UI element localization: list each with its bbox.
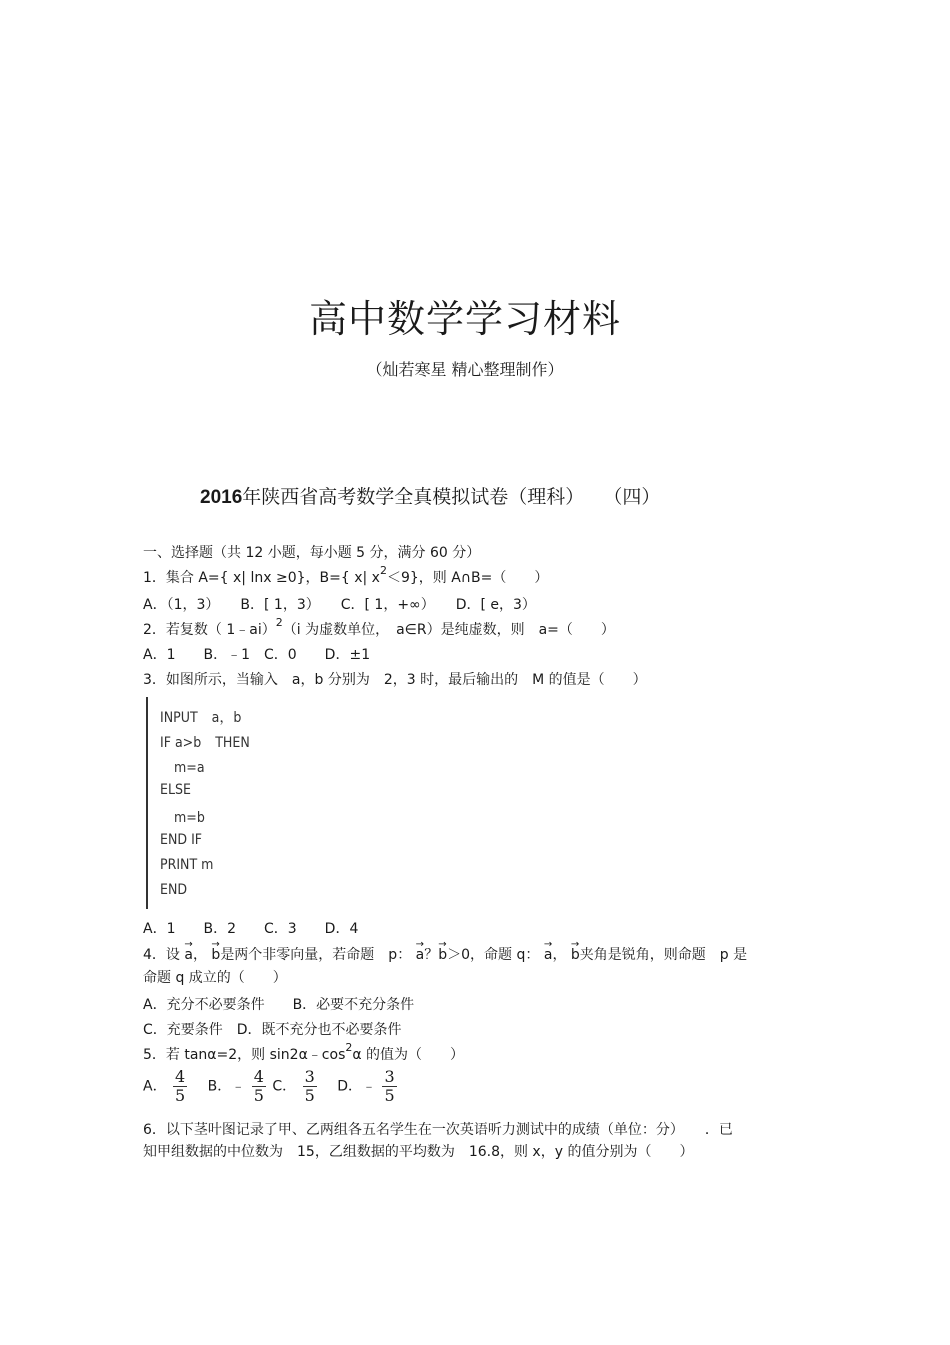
exam-title-text: 年陕西省高考数学全真模拟试卷（理科）: [242, 486, 575, 508]
q2-options: A．1 B．﹣1 C．0 D．±1: [143, 647, 371, 663]
code-line: END IF: [160, 832, 203, 848]
q3-program-code: [146, 697, 273, 909]
exam-year: 2016: [200, 487, 243, 508]
q4-stem-line2: 命题 q 成立的（ ）: [143, 970, 287, 986]
fraction: $\frac{4}{5}$: [253, 1067, 264, 1105]
code-line: ELSE: [160, 782, 191, 798]
fraction: $\frac{4}{5}$: [175, 1067, 186, 1105]
q6-stem-line2: 知甲组数据的中位数为 15，乙组数据的平均数为 16.8，则 x，y 的值分别为（ ）: [143, 1144, 694, 1160]
q4-options-2: C．充要条件 D．既不充分也不必要条件: [143, 1022, 402, 1038]
page-title: 高中数学学习材料: [308, 297, 621, 341]
q3-stem: 3．如图所示，当输入 a，b 分别为 2，3 时，最后输出的 M 的值是（ ）: [143, 672, 647, 688]
section-heading: 一、选择题（共 12 小题，每小题 5 分，满分 60 分）: [143, 545, 481, 561]
vector-a: → a: [184, 946, 193, 964]
code-line: PRINT m: [160, 857, 214, 873]
q3-options: A．1 B．2 C．3 D．4: [143, 921, 359, 937]
code-line: m=a: [160, 760, 205, 776]
exam-title: [200, 482, 660, 509]
exam-number: （四）: [612, 486, 661, 508]
q1-options: A．（1，3） B．[ 1，3） C．[ 1，+∞） D．[ e，3）: [143, 597, 536, 613]
code-line: IF a>b THEN: [160, 735, 250, 751]
vector-b: → b: [211, 946, 220, 964]
code-line: END: [160, 882, 188, 898]
fraction: $\frac{3}{5}$: [304, 1067, 315, 1105]
q6-stem-line1: 6．以下茎叶图记录了甲、乙两组各五名学生在一次英语听力测试中的成绩（单位：分） ．已: [143, 1122, 733, 1138]
code-line: INPUT a，b: [160, 710, 242, 726]
code-line: m=b: [160, 810, 205, 826]
q4-options-1: A．充分不必要条件 B．必要不充分条件: [143, 997, 415, 1013]
q1-stem: 1．集合 A={ x| lnx ≥0}，B={ x| $x^2<9$}，则 A∩B=（ ）: [143, 564, 549, 586]
q2-stem: 2．若复数（ 1﹣ai）$^2$（i 为虚数单位， a∈R）是纯虚数，则 a=（ ）: [143, 616, 615, 638]
q4-stem-line1: 4．设 → a， → b是两个非零向量，若命题 p： → a？→ b＞0，命题 q： → a， → b夹角是锐角，则命题 p 是: [143, 946, 747, 964]
fraction: $\frac{3}{5}$: [384, 1067, 395, 1105]
page-subtitle: （灿若寒星 精心整理制作）: [366, 360, 564, 379]
q5-options: A． $\frac{4}{5}$ B．﹣ $\frac{4}{5}$ C． $\frac{3}{5}$ D．﹣ $\frac{3}{5}$: [143, 1067, 395, 1105]
q5-stem: 5．若 tanα=2，则 $\sin 2\alpha﹣\cos^2\alpha$ 的值为（ ）: [143, 1041, 465, 1063]
